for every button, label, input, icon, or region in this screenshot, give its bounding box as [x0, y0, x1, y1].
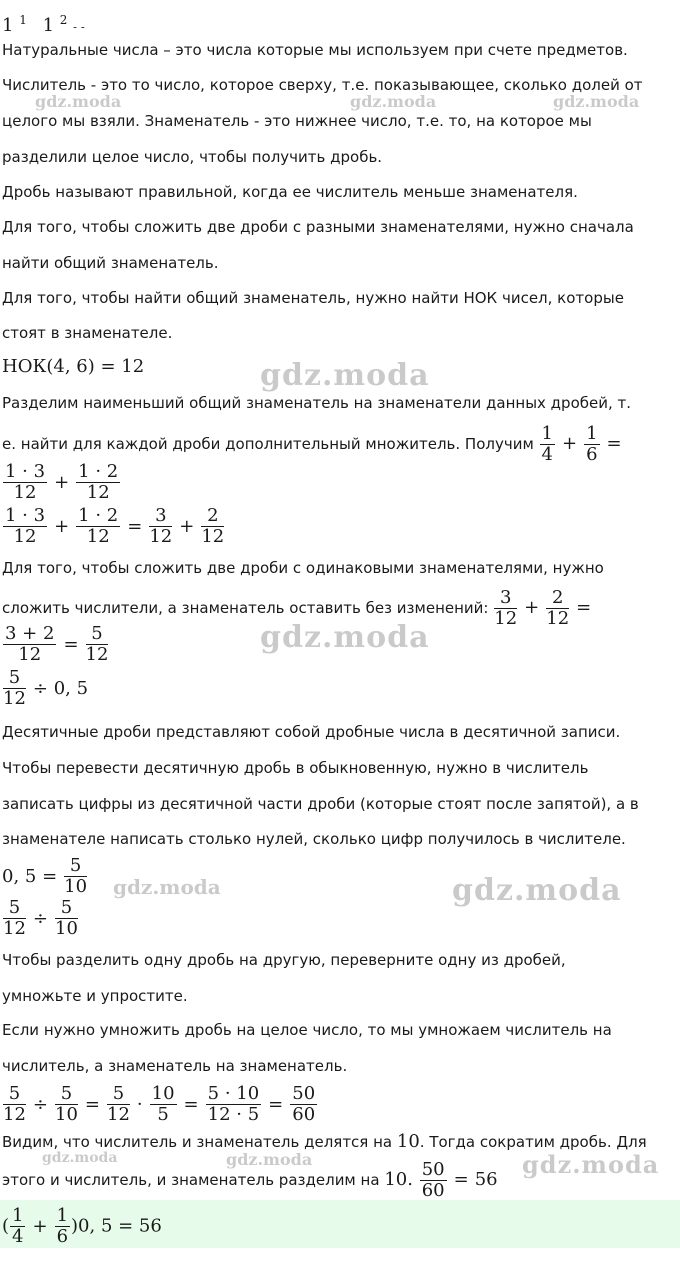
- fraction: $\frac{5}{12}$: [85, 623, 109, 665]
- fraction: $\frac{1 \cdot 2}{12}$: [78, 505, 119, 547]
- header-digit: 2: [59, 13, 68, 27]
- text-proper: Дробь называют правильной, когда ее числитель меньше знаменателя.: [2, 183, 578, 201]
- number-ten: 10: [396, 1131, 420, 1152]
- text-diff-2: найти общий знаменатель.: [2, 254, 219, 272]
- fraction: $\frac{1}{4}$: [12, 1205, 24, 1247]
- text-numerator-3: разделили целое число, чтобы получить дробь.: [2, 148, 383, 166]
- text-dec-3: записать цифры из десятичной части дроби (которые стоят после запятой), а в: [2, 795, 639, 813]
- text-dec-1: Десятичные дроби представляют собой дробные числа в десятичной записи.: [2, 723, 621, 741]
- fraction: $\frac{50}{60}$: [292, 1083, 316, 1125]
- text-reduce-1: [2, 1132, 647, 1152]
- lcm-equation: НОК(4, 6) = 12: [2, 356, 145, 377]
- fraction: $\frac{1 \cdot 2}{12}$: [78, 461, 119, 503]
- watermark: gdz.moda: [350, 92, 437, 111]
- text-numerator-2: целого мы взяли. Знаменатель - это нижнее число, т.е. то, на которое мы: [2, 112, 592, 130]
- fraction: $\frac{5}{12}$: [3, 667, 26, 709]
- text-lcm-1: Для того, чтобы найти общий знаменатель, нужно найти НОК чисел, которые: [2, 289, 624, 307]
- text-dec-2: Чтобы перевести десятичную дробь в обыкновенную, нужно в числитель: [2, 759, 589, 777]
- watermark: gdz.moda: [260, 358, 430, 393]
- text-reduce-2-label: этого и числитель, и знаменатель разделим на: [2, 1171, 380, 1189]
- text-divide-2-label: е. найти для каждой дроби дополнительный множитель. Получим: [2, 435, 534, 453]
- answer-box: [0, 1200, 680, 1248]
- text-reduce-1-label: Видим, что числитель и знаменатель делятся на: [2, 1133, 393, 1151]
- fraction: $\frac{1}{4}$: [541, 422, 553, 465]
- math-line-2: $\frac{1 \cdot 3}{12}$ + $\frac{1 \cdot 2}{12}$ = $\frac{3}{12}$ + $\frac{2}{12}$: [5, 505, 225, 547]
- fraction: $\frac{5}{10}$: [64, 855, 88, 897]
- fraction: $\frac{1 \cdot 3}{12}$: [5, 505, 46, 547]
- fraction: $\frac{3}{12}$: [494, 586, 518, 629]
- fraction: $\frac{5}{12}$: [3, 897, 26, 939]
- fraction: $\frac{1}{6}$: [56, 1205, 69, 1247]
- text-lcm-2: стоят в знаменателе.: [2, 324, 173, 342]
- text-mul-1: Если нужно умножить дробь на целое число, то мы умножаем числитель на: [2, 1021, 612, 1039]
- fraction: $\frac{1}{6}$: [586, 422, 598, 465]
- text-reduce-1-tail: . Тогда сократим дробь. Для: [419, 1133, 647, 1151]
- text-natural: Натуральные числа – это числа которые мы используем при счете предметов.: [2, 41, 628, 59]
- math-line-6: $\frac{5}{12}$ ÷ $\frac{5}{10}$: [3, 897, 78, 939]
- header-digit: 1: [2, 15, 14, 36]
- fraction: $\frac{3}{12}$: [149, 505, 173, 547]
- text-same-2: сложить числители, а знаменатель оставить без изменений: $\frac{3}{12}$ + $\frac{2}{12}$ =: [2, 586, 592, 629]
- fraction: $\frac{5}{12}$: [107, 1083, 130, 1125]
- header-digit: 1: [19, 13, 27, 27]
- header-digit: 1: [42, 15, 55, 36]
- math-line-4: $\frac{5}{12}$ ÷ 0, 5: [3, 667, 89, 709]
- watermark: gdz.moda: [42, 1150, 118, 1166]
- answer-equation: ( $\frac{1}{4}$ + $\frac{1}{6}$ )0, 5 = 56: [2, 1205, 162, 1247]
- fraction: $\frac{10}{5}$: [151, 1083, 175, 1125]
- text-dec-4: знаменателе написать столько нулей, сколько цифр получилось в числителе.: [2, 830, 626, 848]
- math-line-5: 0, 5 = $\frac{5}{10}$: [2, 855, 88, 897]
- watermark: gdz.moda: [522, 1150, 660, 1179]
- text-div-1: Чтобы разделить одну дробь на другую, переверните одну из дробей,: [2, 951, 566, 969]
- watermark: gdz.moda: [553, 92, 640, 111]
- math-line-3: $\frac{3 + 2}{12}$ = $\frac{5}{12}$: [5, 623, 109, 665]
- fraction: $\frac{5}{12}$: [3, 1083, 26, 1125]
- text-divide-1: Разделим наименьший общий знаменатель на знаменатели данных дробей, т.: [2, 394, 632, 412]
- fraction: $\frac{5}{10}$: [55, 897, 78, 939]
- fraction: $\frac{5}{10}$: [55, 1083, 78, 1125]
- math-line-1: $\frac{1 \cdot 3}{12}$ + $\frac{1 \cdot 2}{12}$: [5, 461, 119, 503]
- header-fragment: 1 $^1$ 1 $^2$ ˗ ˗: [2, 13, 85, 36]
- watermark: gdz.moda: [35, 92, 122, 111]
- fraction: $\frac{50}{60}$: [421, 1158, 445, 1201]
- number-ten: 10.: [384, 1169, 413, 1190]
- math-line-7: $\frac{5}{12}$ ÷ $\frac{5}{10}$ = $\frac{5}{12}$ · $\frac{10}{5}$ = $\frac{5 \cdot 10}{12 \cdot 5}$ = $\frac{50}{60}$: [3, 1083, 316, 1125]
- text-mul-2: числитель, а знаменатель на знаменатель.: [2, 1057, 348, 1075]
- text-numerator-1: Числитель - это то число, которое сверху, т.е. показывающее, сколько долей от: [2, 76, 643, 94]
- fraction: $\frac{5 \cdot 10}{12 \cdot 5}$: [207, 1083, 260, 1125]
- watermark: gdz.moda: [260, 620, 430, 655]
- text-div-2: умножьте и упростите.: [2, 987, 188, 1005]
- fraction: $\frac{3 + 2}{12}$: [5, 623, 55, 665]
- watermark: gdz.moda: [452, 873, 622, 908]
- fraction: $\frac{2}{12}$: [201, 505, 225, 547]
- text-divide-2: е. найти для каждой дроби дополнительный множитель. Получим $\frac{1}{4}$ + $\frac{1}{6}$ =: [2, 422, 622, 465]
- text-reduce-2: этого и числитель, и знаменатель разделим на 10. $\frac{50}{60}$ = 56: [2, 1158, 498, 1201]
- fraction: $\frac{2}{12}$: [546, 586, 570, 629]
- watermark: gdz.moda: [113, 875, 221, 899]
- fraction: $\frac{1 \cdot 3}{12}$: [5, 461, 46, 503]
- text-same-2-label: сложить числители, а знаменатель оставить без изменений:: [2, 599, 489, 617]
- text-same-1: Для того, чтобы сложить две дроби с одинаковыми знаменателями, нужно: [2, 559, 604, 577]
- watermark: gdz.moda: [226, 1150, 313, 1169]
- text-diff-1: Для того, чтобы сложить две дроби с разными знаменателями, нужно сначала: [2, 218, 634, 236]
